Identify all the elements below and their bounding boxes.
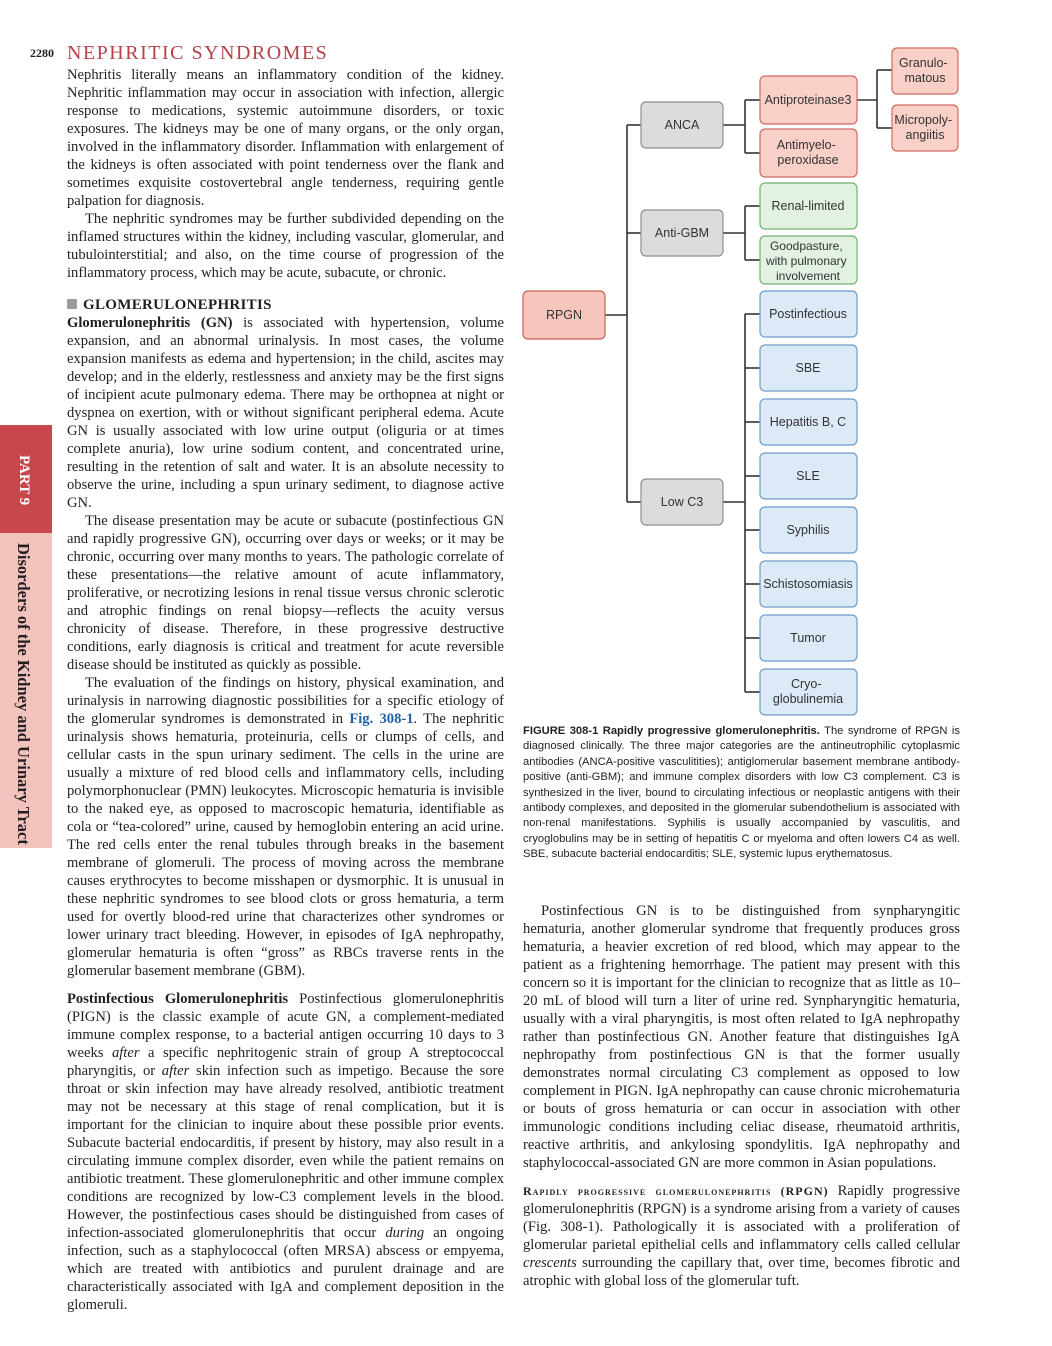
micropoly-line-2: angiitis <box>905 128 945 142</box>
antimpo-line-1: Antimyelo- <box>776 138 836 152</box>
diagram-node-antimyeloperoxidase <box>760 129 857 177</box>
svg-text:Goodpasture, with pulmon <box>765 239 850 283</box>
diagram-node-hepatitis <box>760 399 857 445</box>
gn-paragraph-1: Glomerulonephritis (GN) is associated with hypertension, volume expansion, and an abnormal urinalysis. In most cases, the volume expansion manifests as edema and hypertension; in the child, ascites may develop; and in the elderly, restlessness and anxiety may be the first signs of incipient acute pulmonary edema. There may be orthopnea at night or dyspnea on exertion, with or without significant peripheral edema. Acute GN is usually associated with low urine output (oliguria or at times complete anuria), low urine sodium content, and concentrated urine, resulting in the retention of salt and water. It is an absolute necessity to observe the urine, including a spun urinary sediment, to diagnose active GN. <box>67 315 504 511</box>
goodpasture-line-1: Goodpasture, <box>769 239 843 253</box>
svg-text:Syphilis: Syphilis <box>786 523 830 537</box>
svg-text:Low C3: Low C3 <box>660 495 704 509</box>
right-column <box>523 902 960 1290</box>
diagram-node-anca <box>641 102 723 148</box>
svg-text:ANCA: ANCA <box>664 118 700 132</box>
diagram-node-sle <box>760 453 857 499</box>
diagram-node-tumor <box>760 615 857 661</box>
svg-text:Tumor: Tumor <box>790 631 826 645</box>
rpgn-diagram <box>515 40 965 720</box>
micropoly-line-1: Micropoly- <box>894 113 953 127</box>
svg-text:SLE: SLE <box>796 469 820 483</box>
figure-caption <box>523 724 960 863</box>
goodpasture-line-2: with pulmonary <box>765 254 847 268</box>
svg-text:Renal-limited: Renal-limited <box>771 199 845 213</box>
goodpasture-line-3: involvement <box>775 269 841 283</box>
svg-text:RPGN: RPGN <box>545 308 583 322</box>
antimpo-line-2: peroxidase <box>777 153 839 167</box>
part-tab <box>0 425 52 533</box>
part-label: PART 9 <box>16 455 32 506</box>
intro-paragraph-2: The nephritic syndromes may be further subdivided depending on the inflamed structures within the kidney, including vascular, glomerular, and tubulointerstitial; and also, on the time course of progression of the inflammatory process, which may be acute, subacute, or chronic. <box>67 211 504 281</box>
diagram-node-sbe <box>760 345 857 391</box>
svg-text:Antimyelo- peroxidase <box>777 138 840 167</box>
diagram-node-anti-gbm <box>641 210 723 256</box>
intro-paragraph-1: Nephritis literally means an inflammatory condition of the kidney. Nephritic inflammation may occur in association with infection, allergic response to medications, systemic autoimmune disorders, or toxic exposures. The kidneys may be one of many organs, or the only organ, involved in the inflammatory disorder. Inflammation with enlargement of the kidneys is often associated with point tenderness over the flank and sometimes exquisite costovertebral angle tenderness, requiring gentle palpation for diagnosis. <box>67 67 504 209</box>
rpgn-paragraph: Rapidly progressive glomerulonephritis (RPGN) Rapidly progressive glomerulonephritis (RPGN) is a syndrome arising from a variety of causes (Fig. 308-1). Pathologically it is associated with a proliferation of glomerular parietal epithelial cells and inflammatory cells called cellular crescents surrounding the capillary that, over time, becomes fibrotic and atrophic with global loss of the glomerular tuft. <box>523 1183 960 1289</box>
diagram-node-schistosomiasis <box>760 561 857 607</box>
diagram-node-postinfectious <box>760 291 857 337</box>
part-title-tab <box>0 533 52 848</box>
svg-text:Antiproteinase3: Antiproteinase3 <box>764 93 852 107</box>
figure-reference-link[interactable]: Fig. 308-1 <box>349 711 414 727</box>
gn-heading: GLOMERULONEPHRITIS <box>67 296 504 314</box>
part-title: Disorders of the Kidney and Urinary Tract <box>14 543 33 845</box>
section-title: NEPHRITIC SYNDROMES <box>67 42 329 64</box>
diagram-node-rpgn <box>523 291 605 339</box>
diagram-node-low-c3 <box>641 479 723 525</box>
pign-paragraph: Postinfectious Glomerulonephritis Postinfectious glomerulonephritis (PIGN) is the classic example of acute GN, a complement-mediated immune complex response, to a bacterial antigen occurring 10 days to 3 weeks after a specific nephritogenic strain of group A streptococcal pharyngitis, or after skin infection such as impetigo. Because the sore throat or skin infection may have already resolved, antibiotic treatment may not be necessary at this stage of renal complication, but it is important for the clinician to inquire about these possible prior events. Subacute bacterial endocarditis, if present by history, may also result in a circulating immune complex disorder, even while the patient remains on antibiotic treatment. These glomerulonephritic and other immune complex conditions are recognized by low-C3 complement levels in the blood. However, the postinfectious cases should be distinguished from cases of infection-associated glomerulonephritis that occur during an ongoing infection, such as a staphylococcal (often MRSA) abscess or empyema, which are treated with antibiotics and purulent drainage and are characteristically associated with IgA and complement deposition in the glomeruli. <box>67 991 504 1313</box>
cryo-line-2: globulinemia <box>772 692 844 706</box>
left-column <box>67 66 504 1314</box>
svg-text:Anti-GBM: Anti-GBM <box>654 226 710 240</box>
figure-caption-label: FIGURE 308-1 Rapidly progressive glomerulonephritis. <box>523 725 820 737</box>
svg-text:Granulo- matous <box>899 56 951 85</box>
diagram-node-antiproteinase3 <box>760 76 857 124</box>
svg-text:Schistosomiasis: Schistosomiasis <box>763 577 853 591</box>
gn-paragraph-3: The evaluation of the findings on history, physical examination, and urinalysis in narrowing diagnostic possibilities for a specific etiology of the glomerular syndromes is demonstrated in Fig. 308-1. The nephritic urinalysis shows hematuria, proteinuria, cells or clumps of cells, and cellular casts in the spun urinary sediment. The cells in the urine are usually a mixture of red blood cells and inflammatory cells, including polymorphonuclear (PMN) leukocytes. Microscopic hematuria is invisible to the naked eye, as opposed to macroscopic hematuria, identifiable as cola or “tea-colored” urine, caused by hemoglobin entering an acid urine. The red cells enter the renal tubules through breaks in the basement membrane of glomeruli. The process of moving across the membrane causes erythrocytes to become misshapen or dysmorphic. It is unusual in these nephritic syndromes to see blood clots or gross hematuria, a term used for overtly blood-red urine that characterizes other syndromes or lower urinary tract bleeding. However, in episodes of IgA nephropathy, glomerular hematuria is often “gross” as RBCs traverse rents in the glomerular basement membrane (GBM). <box>67 675 504 979</box>
gn-paragraph-2: The disease presentation may be acute or subacute (postinfectious GN and rapidly progressive GN), occurring over days or weeks; or it may be chronic, occurring over many months to years. The pathologic correlate of these presentations—the relative amount of acute inflammatory, proliferative, or necrotizing lesions in renal tissue versus chronic sclerotic and atrophic findings on renal biopsy—reflects the acuity versus chronicity of disease. Therefore, in these progressive destructive conditions, early diagnosis is critical and treatment for acute reversible disease should be instituted as quickly as possible. <box>67 513 504 673</box>
cryo-line-1: Cryo- <box>790 677 822 691</box>
page-number: 2280 <box>30 46 54 60</box>
svg-text:SBE: SBE <box>795 361 821 375</box>
diagram-node-syphilis <box>760 507 857 553</box>
granulomatous-line-1: Granulo- <box>898 56 948 70</box>
diagram-node-renal-limited <box>760 183 857 229</box>
heading-square-icon <box>67 299 77 309</box>
granulomatous-line-2: matous <box>904 71 946 85</box>
diagram-node-granulomatous <box>892 48 958 94</box>
diagram-node-goodpasture <box>760 236 857 284</box>
diagram-node-micropolyangiitis <box>892 105 958 151</box>
svg-text:Postinfectious: Postinfectious <box>769 307 847 321</box>
synpharyngitic-paragraph: Postinfectious GN is to be distinguished from synpharyngitic hematuria, another glomerular syndrome that frequently produces gross hematuria, a heavier excretion of red blood, which may appear to the patient as a frightening hemorrhage. The patient may present with this concern so it is important for the clinician to recognize that as little as 10–20 mL of blood will turn a liter of urine red. Synpharyngitic hematuria, usually with a viral pharyngitis, is most often related to IgA nephropathy rather than postinfectious GN. Another feature that distinguishes IgA nephropathy from postinfectious GN is that the former usually demonstrates normal circulating C3 complement as opposed to low complement in PIGN. IgA nephropathy can cause chronic microhematuria or bouts of gross hematuria or can occur in association with other immunologic conditions including celiac disease, rheumatoid arthritis, reactive arthritis, and ankylosing spondylitis. IgA nephropathy and staphylococcal-associated GN are more common in Asian populations. <box>523 903 960 1171</box>
diagram-node-cryoglobulinemia <box>760 669 857 715</box>
svg-text:Hepatitis B, C: Hepatitis B, C <box>769 415 847 429</box>
figure-caption-text: The syndrome of RPGN is diagnosed clinically. The three major categories are the antineutrophilic cytoplasmic antibodies (ANCA-positive vasculitities); antiglomerular basement membrane antibody-positive (anti-GBM); and immune complex disorders with low C3 complement. C3 is synthesized in the liver, bound to circulating infectious or neoplastic antigens with their antibody complexes, and deposited in the glomerular subendothelium is associated with non-renal manifestations. Syphilis is usually accompanied by vasculitis, and cryoglobulins may be in setting of hepatitis C or myeloma and often lowers C4 as well. SBE, subacute bacterial endocarditis; SLE, systemic lupus erythematosus. <box>523 725 960 861</box>
